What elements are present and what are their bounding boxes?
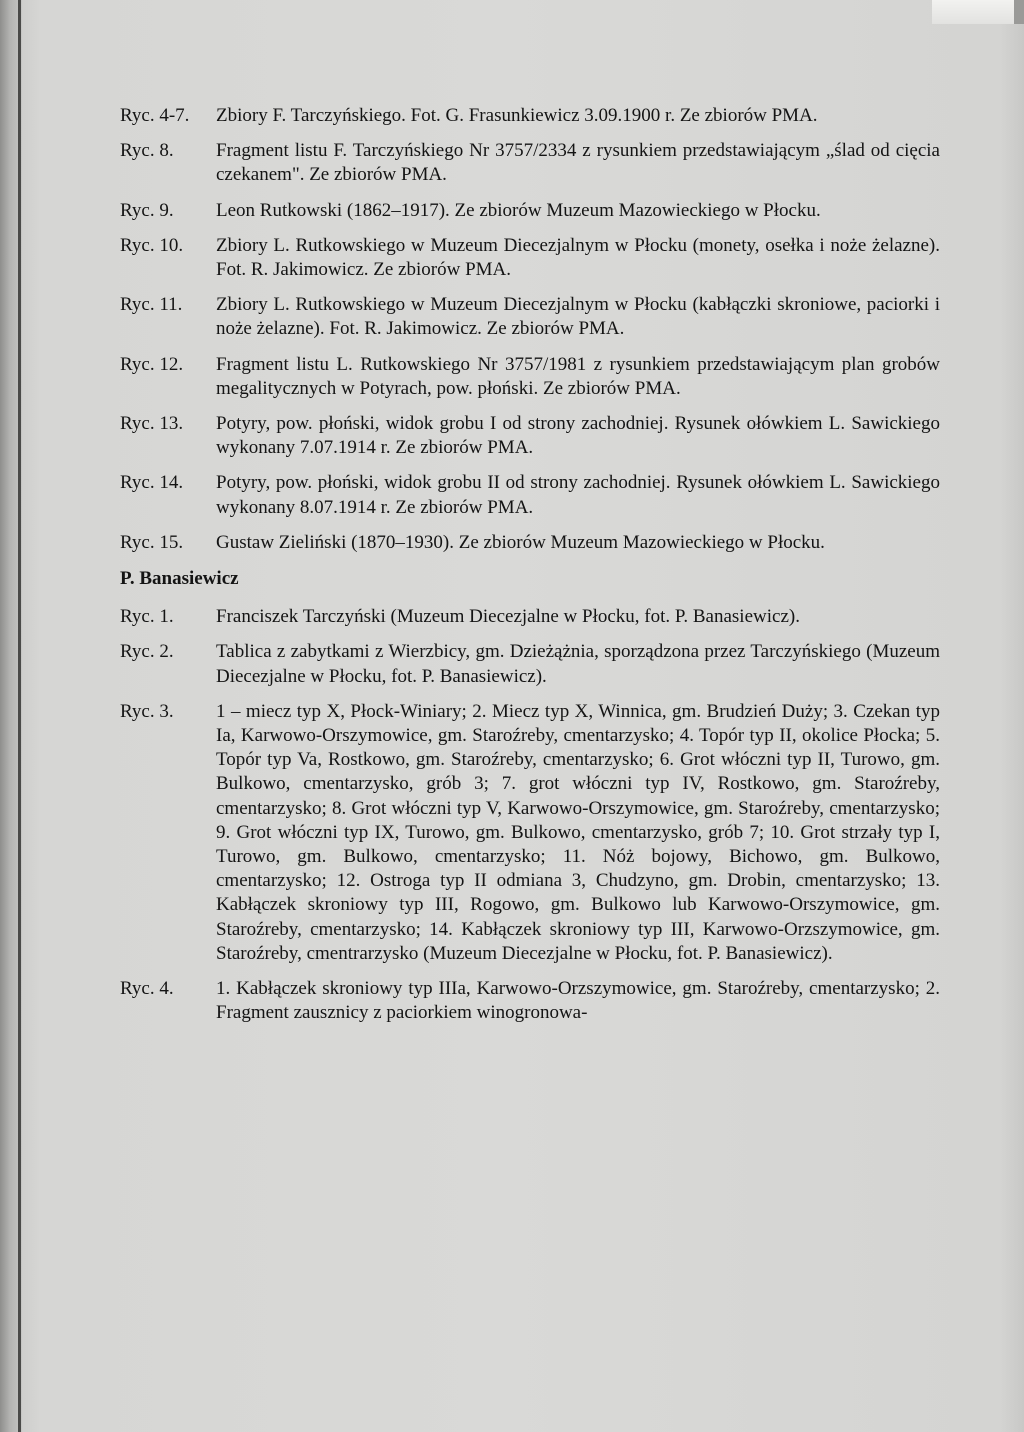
caption-entry	[120, 353, 940, 401]
caption-entry	[120, 139, 940, 187]
figure-caption: Zbiory F. Tarczyńskiego. Fot. G. Frasunkiewicz 3.09.1900 r. Ze zbiorów PMA.	[216, 105, 818, 126]
figure-label: Ryc. 2.	[120, 641, 174, 663]
figure-label: Ryc. 9.	[120, 199, 174, 221]
figure-label: Ryc. 4-7.	[120, 105, 190, 126]
figure-label: Ryc. 3.	[120, 700, 174, 722]
figure-caption: Franciszek Tarczyński (Muzeum Diecezjalne w Płocku, fot. P. Banasiewicz).	[216, 606, 800, 628]
figure-caption: Fragment listu F. Tarczyńskiego Nr 3757/2334 z rysunkiem przedstawiającym „ślad od cięcia czekanem". Ze zbiorów PMA.	[216, 140, 940, 186]
caption-list	[120, 104, 940, 1037]
figure-caption: Potyry, pow. płoński, widok grobu II od strony zachodniej. Rysunek ołówkiem L. Sawickiego wykonany 8.07.1914 r. Ze zbiorów PMA.	[216, 472, 940, 518]
caption-entry	[120, 471, 940, 519]
figure-caption: Fragment listu L. Rutkowskiego Nr 3757/1981 z rysunkiem przedstawiającym plan grobów megalitycznych w Potyrach, pow. płoński. Ze zbiorów PMA.	[216, 353, 940, 399]
figure-label: Ryc. 11.	[120, 294, 183, 316]
figure-label: Ryc. 10.	[120, 234, 184, 256]
figure-label: Ryc. 12.	[120, 353, 184, 375]
page-corner-mark	[1014, 0, 1024, 24]
figure-caption: Leon Rutkowski (1862–1917). Ze zbiorów Muzeum Mazowieckiego w Płocku.	[216, 199, 821, 221]
binding-shadow-line	[18, 0, 21, 1432]
figure-caption: Zbiory L. Rutkowskiego w Muzeum Diecezjalnym w Płocku (kabłączki skroniowe, paciorki i noże żelazne). Fot. R. Jakimowicz. Ze zbiorów PMA.	[216, 294, 940, 340]
caption-entry	[120, 104, 940, 128]
caption-section	[120, 104, 940, 555]
figure-caption: Potyry, pow. płoński, widok grobu I od strony zachodniej. Rysunek ołówkiem L. Sawickiego wykonany 7.07.1914 r. Ze zbiorów PMA.	[216, 413, 940, 459]
figure-label: Ryc. 13.	[120, 413, 184, 435]
figure-label: Ryc. 8.	[120, 140, 174, 162]
caption-entry	[120, 412, 940, 460]
figure-label: Ryc. 14.	[120, 472, 184, 494]
figure-label: Ryc. 4.	[120, 978, 174, 1000]
caption-entry	[120, 531, 940, 555]
figure-caption: Zbiory L. Rutkowskiego w Muzeum Diecezjalnym w Płocku (monety, osełka i noże żelazne). Fot. R. Jakimowicz. Ze zbiorów PMA.	[216, 234, 940, 281]
caption-entry	[120, 605, 940, 629]
section-author-heading: P. Banasiewicz	[120, 568, 239, 590]
figure-caption: Tablica z zabytkami z Wierzbicy, gm. Dzieżążnia, sporządzona przez Tarczyńskiego (Muzeum Diecezjalne w Płocku, fot. P. Banasiewicz).	[216, 641, 940, 687]
figure-caption: 1. Kabłączek skroniowy typ IIIa, Karwowo-Orzszymowice, gm. Staroźreby, cmentarzysko; 2. Fragment zausznicy z paciorkiem winogronowa-	[216, 978, 940, 1024]
caption-entry	[120, 234, 940, 282]
caption-entry	[120, 977, 940, 1025]
caption-section	[120, 567, 940, 1025]
caption-entry	[120, 640, 940, 688]
caption-entry	[120, 293, 940, 341]
caption-entry	[120, 199, 940, 223]
figure-label: Ryc. 1.	[120, 606, 174, 628]
figure-caption: Gustaw Zieliński (1870–1930). Ze zbiorów Muzeum Mazowieckiego w Płocku.	[216, 531, 825, 553]
page-corner-tab	[932, 0, 1024, 24]
caption-entry	[120, 700, 940, 966]
figure-label: Ryc. 15.	[120, 531, 184, 553]
figure-caption: 1 – miecz typ X, Płock-Winiary; 2. Miecz typ X, Winnica, gm. Brudzień Duży; 3. Czekan typ Ia, Karwowo-Orszymowice, gm. Staroźreby, cmentarzysko; 4. Topór typ II, okolice Płocka; 5. Topór typ Va, Rostkowo, gm. Staroźreby, cmentarzysko; 6. Grot włóczni typ II, Turowo, gm. Bulkowo, cmentarzysko, grób 3; 7. grot włóczni typ IV, Rostkowo, gm. Staroźreby, cmentarzysko; 8. Grot włóczni typ V, Karwowo-Orszymowice, gm. Staroźreby, cmentarzysko; 9. Grot włóczni typ IX, Turowo, gm. Bulkowo, cmentarzysko, grób 7; 10. Grot strzały typ I, Turowo, gm. Bulkowo, cmentarzysko; 11. Nóż bojowy, Bichowo, gm. Bulkowo, cmentarzysko; 12. Ostroga typ II odmiana 3, Chudzyno, gm. Drobin, cmentarzysko; 13. Kabłączek skroniowy typ III, Rogowo, gm. Bulkowo lub Karwowo-Orszymowice, gm. Staroźreby, cmentarzysko; 14. Kabłączek skroniowy typ III, Karwowo-Orzszymowice, gm. Staroźreby, cmentrarzysko (Muzeum Diecezjalne w Płocku, fot. P. Banasiewicz).	[216, 700, 940, 964]
